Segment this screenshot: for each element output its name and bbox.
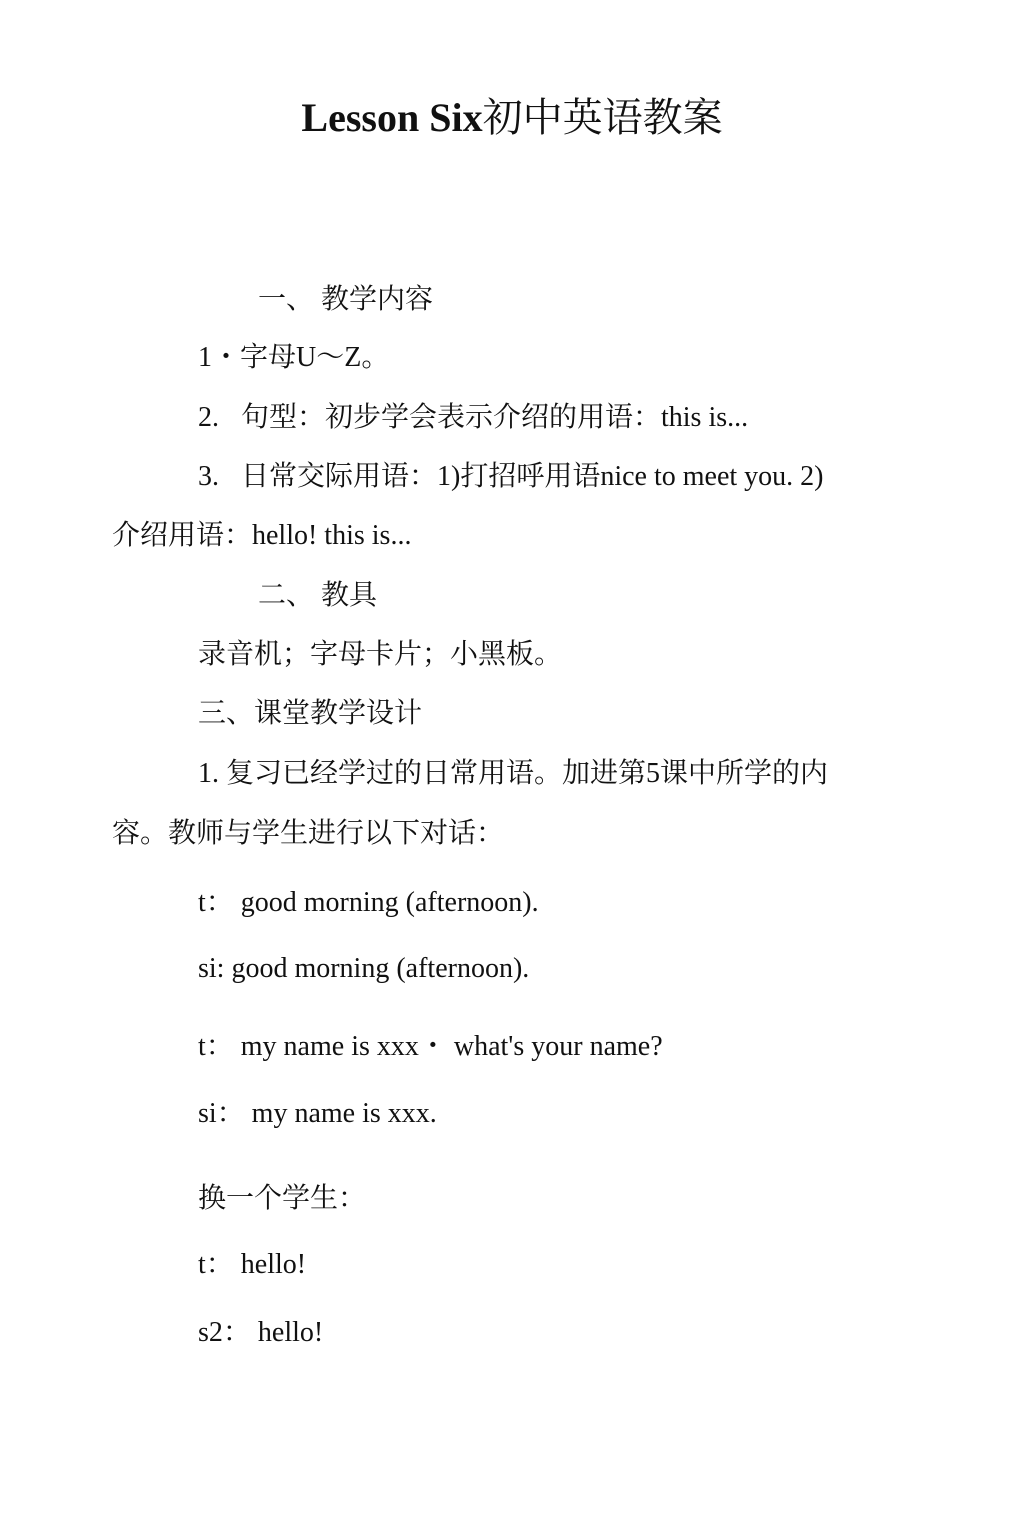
dialogue-line: t： hello! [198,1249,307,1280]
item3-number: 3. [198,461,219,492]
document-title [0,92,1024,144]
dialogue-line: t： good morning (afternoon). [198,887,539,918]
section2-text: 录音机；字母卡片；小黑板。 [198,639,563,670]
section1-item1: 1・字母U～Z。 [198,342,390,373]
section1-item3 [198,459,823,495]
section1-item2 [198,400,748,436]
title-english: Lesson Six [301,95,483,140]
item3-text: 日常交际用语：1)打招呼用语nice to meet you. 2) [241,461,824,492]
section1-heading: 一、 教学内容 [258,284,434,315]
dialogue-line: si: good morning (afternoon). [198,953,530,984]
dialogue-line: si： my name is xxx. [198,1098,437,1129]
dialogue-line: s2： hello! [198,1317,324,1348]
section2-heading: 二、 教具 [258,580,378,611]
section3-heading: 三、课堂教学设计 [198,698,423,729]
dialogue-line: 换一个学生： [198,1183,367,1214]
title-chinese: 初中英语教案 [482,95,723,140]
section1-item3-continued: 介绍用语：hello! this is... [112,520,412,551]
dialogue-line: t： my name is xxx・ what's your name? [198,1031,663,1062]
item2-number: 2. [198,402,219,433]
section3-step1-continued: 容。教师与学生进行以下对话： [112,818,505,849]
section3-step1: 1. 复习已经学过的日常用语。加进第5课中所学的内 [198,758,829,789]
item2-text: 句型：初步学会表示介绍的用语：this is... [241,402,749,433]
